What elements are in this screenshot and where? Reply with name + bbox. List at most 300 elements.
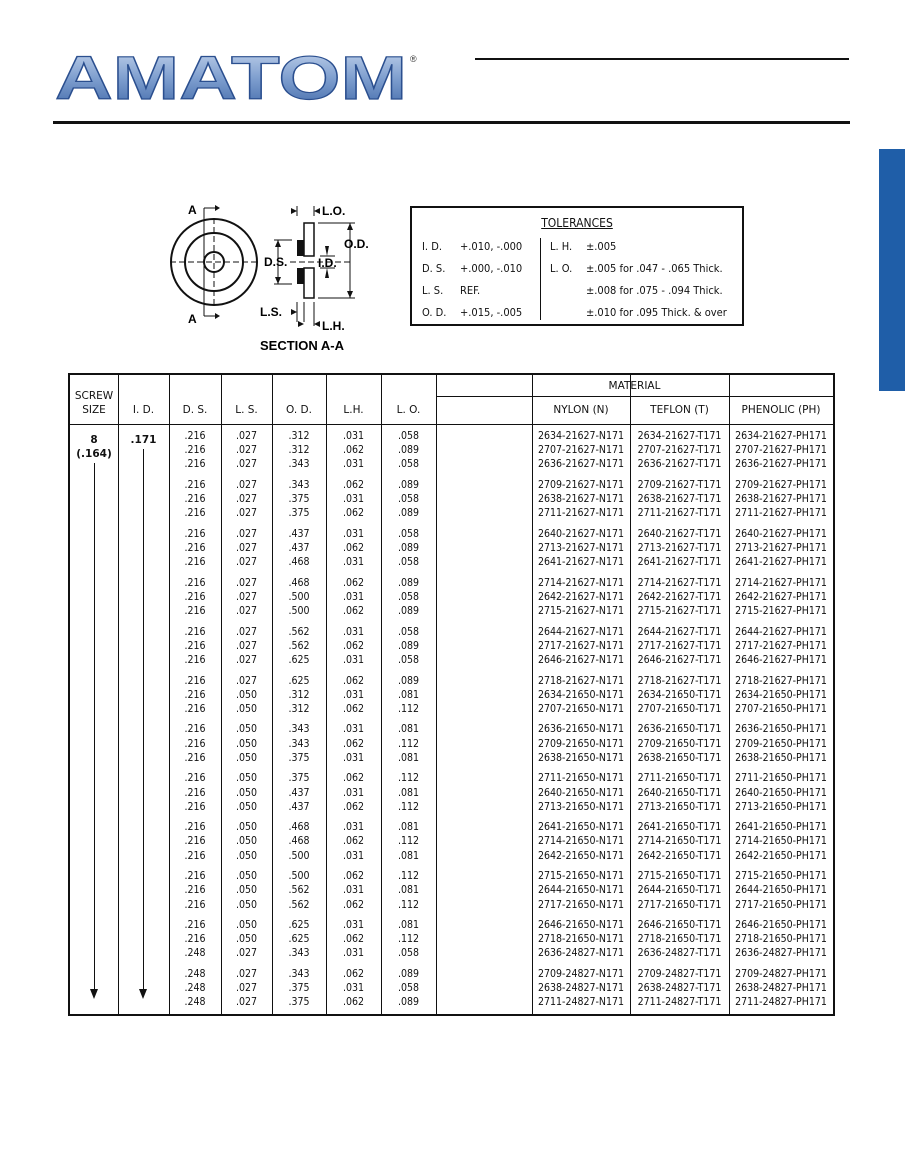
- ls-cell: .050: [235, 898, 258, 911]
- label-a-bottom: A: [188, 312, 197, 326]
- tolerance-key: I. D.: [422, 240, 442, 253]
- table-row: [70, 771, 833, 785]
- lo-cell: .081: [397, 821, 420, 834]
- table-row: [70, 946, 833, 960]
- tolerance-key: L. S.: [422, 284, 444, 297]
- table-row: [70, 898, 833, 912]
- nylon-part-cell: 2707-21627-N171: [538, 444, 624, 457]
- table-row: [70, 737, 833, 751]
- table-row: [70, 506, 833, 520]
- lh-cell: .062: [342, 674, 365, 687]
- lh-cell: .062: [342, 898, 365, 911]
- lh-cell: .062: [342, 605, 365, 618]
- phenolic-part-cell: 2713-21627-PH171: [735, 542, 827, 554]
- od-cell: .562: [288, 639, 310, 652]
- nylon-part-cell: 2707-21650-N171: [538, 702, 624, 715]
- teflon-part-cell: 2713-21627-T171: [637, 542, 722, 554]
- teflon-part-cell: 2642-21627-T171: [637, 590, 722, 603]
- screw-size-alt: (.164): [76, 448, 112, 460]
- registered-mark: ®: [410, 54, 417, 64]
- od-cell: .468: [288, 835, 310, 848]
- table-row: [70, 492, 833, 506]
- ds-cell: .216: [184, 723, 206, 736]
- lo-cell: .112: [397, 933, 420, 946]
- od-cell: .343: [288, 967, 310, 980]
- lo-cell: .089: [397, 542, 420, 554]
- teflon-part-cell: 2714-21650-T171: [637, 835, 722, 848]
- ds-cell: .216: [184, 493, 206, 506]
- od-cell: .437: [288, 786, 310, 799]
- lo-cell: .112: [397, 800, 420, 813]
- od-cell: .562: [288, 884, 310, 897]
- logo-text: AMATOM: [55, 52, 407, 104]
- tolerances-title: TOLERANCES: [541, 216, 613, 230]
- teflon-part-cell: 2713-21650-T171: [637, 800, 722, 813]
- lh-cell: .031: [342, 654, 365, 666]
- phenolic-part-cell: 2714-21627-PH171: [735, 576, 827, 589]
- ds-cell: .216: [184, 702, 206, 715]
- teflon-part-cell: 2711-21627-T171: [637, 507, 722, 520]
- ls-cell: .027: [235, 654, 258, 666]
- ds-cell: .216: [184, 751, 206, 764]
- phenolic-part-cell: 2636-21650-PH171: [735, 723, 827, 736]
- teflon-part-cell: 2641-21627-T171: [637, 556, 722, 569]
- ls-cell: .050: [235, 688, 258, 701]
- lh-cell: .031: [342, 625, 365, 638]
- teflon-part-cell: 2715-21627-T171: [637, 605, 722, 618]
- lh-cell: .031: [342, 849, 365, 862]
- header-id: I. D.: [132, 404, 155, 416]
- lo-cell: .081: [397, 786, 420, 799]
- teflon-part-cell: 2644-21627-T171: [637, 625, 722, 638]
- phenolic-part-cell: 2707-21650-PH171: [735, 702, 827, 715]
- od-cell: .343: [288, 723, 310, 736]
- phenolic-part-cell: 2717-21627-PH171: [735, 639, 827, 652]
- teflon-part-cell: 2711-24827-T171: [637, 996, 722, 1009]
- table-row: [70, 457, 833, 471]
- ls-cell: .050: [235, 772, 258, 785]
- lh-cell: .031: [342, 430, 365, 442]
- ls-cell: .027: [235, 576, 258, 589]
- table-row: [70, 751, 833, 765]
- header-rule: [53, 121, 850, 124]
- nylon-part-cell: 2717-21650-N171: [538, 898, 624, 911]
- tolerance-value: +.000, -.010: [460, 262, 523, 275]
- teflon-part-cell: 2634-21627-T171: [637, 430, 722, 442]
- ds-cell: .216: [184, 688, 206, 701]
- ls-cell: .027: [235, 458, 258, 471]
- tolerance-value: +.010, -.000: [460, 240, 523, 253]
- nylon-part-cell: 2642-21650-N171: [538, 849, 624, 862]
- table-row: [70, 653, 833, 667]
- header-ds: D. S.: [182, 404, 208, 416]
- lo-cell: .112: [397, 870, 420, 883]
- tolerances-box: [410, 206, 744, 326]
- ls-cell: .050: [235, 884, 258, 897]
- lo-cell: .089: [397, 674, 420, 687]
- lh-cell: .062: [342, 478, 365, 491]
- table-row: [70, 527, 833, 541]
- ls-cell: .027: [235, 444, 258, 457]
- teflon-part-cell: 2709-24827-T171: [637, 967, 722, 980]
- od-cell: .468: [288, 821, 310, 834]
- table-row: [70, 995, 833, 1009]
- ds-cell: .216: [184, 542, 206, 554]
- od-cell: .343: [288, 947, 310, 960]
- label-id: I.D.: [318, 256, 337, 270]
- lo-cell: .081: [397, 919, 420, 931]
- ls-cell: .050: [235, 919, 258, 931]
- nylon-part-cell: 2646-21627-N171: [538, 654, 624, 666]
- tolerance-value: +.015, -.005: [460, 306, 523, 319]
- nylon-part-cell: 2714-21627-N171: [538, 576, 624, 589]
- teflon-part-cell: 2638-21650-T171: [637, 751, 722, 764]
- header-lh: L.H.: [343, 404, 364, 416]
- phenolic-part-cell: 2640-21650-PH171: [735, 786, 827, 799]
- ds-cell: .248: [184, 947, 206, 960]
- table-row: [70, 576, 833, 590]
- table-row: [70, 883, 833, 897]
- screw-size: 8: [90, 434, 98, 446]
- ls-cell: .050: [235, 849, 258, 862]
- ls-cell: .027: [235, 639, 258, 652]
- tolerance-value: ±.010 for .095 Thick. & over: [586, 306, 727, 319]
- header-nylon: NYLON (N): [553, 404, 609, 416]
- phenolic-part-cell: 2642-21650-PH171: [735, 849, 827, 862]
- od-cell: .375: [288, 772, 310, 785]
- ls-cell: .027: [235, 947, 258, 960]
- section-label: SECTION A-A: [260, 338, 345, 353]
- ls-cell: .050: [235, 821, 258, 834]
- teflon-part-cell: 2717-21627-T171: [637, 639, 722, 652]
- nylon-part-cell: 2713-21627-N171: [538, 542, 624, 554]
- od-cell: .343: [288, 737, 310, 750]
- nylon-part-cell: 2709-21627-N171: [538, 478, 624, 491]
- teflon-part-cell: 2642-21650-T171: [637, 849, 722, 862]
- nylon-part-cell: 2709-21650-N171: [538, 737, 624, 750]
- table-row: [70, 674, 833, 688]
- table-row: [70, 786, 833, 800]
- header-od: O. D.: [286, 404, 312, 416]
- lo-cell: .058: [397, 430, 420, 442]
- table-row: [70, 688, 833, 702]
- washer-diagram: [160, 190, 390, 360]
- tolerance-value: ±.005 for .047 - .065 Thick.: [586, 262, 723, 275]
- ls-cell: .027: [235, 674, 258, 687]
- ls-cell: .027: [235, 982, 258, 995]
- teflon-part-cell: 2707-21650-T171: [637, 702, 722, 715]
- nylon-part-cell: 2713-21650-N171: [538, 800, 624, 813]
- nylon-part-cell: 2640-21650-N171: [538, 786, 624, 799]
- side-tab: [879, 149, 905, 391]
- table-row: [70, 443, 833, 457]
- table-row: [70, 722, 833, 736]
- lh-cell: .031: [342, 527, 365, 540]
- lh-cell: .031: [342, 821, 365, 834]
- lh-cell: .031: [342, 884, 365, 897]
- table-row: [70, 625, 833, 639]
- lo-cell: .112: [397, 702, 420, 715]
- od-cell: .437: [288, 527, 310, 540]
- ds-cell: .216: [184, 444, 206, 457]
- phenolic-part-cell: 2715-21650-PH171: [735, 870, 827, 883]
- ls-cell: .027: [235, 967, 258, 980]
- od-cell: .500: [288, 849, 310, 862]
- od-cell: .500: [288, 590, 310, 603]
- lh-cell: .062: [342, 835, 365, 848]
- lh-cell: .062: [342, 870, 365, 883]
- ds-cell: .216: [184, 786, 206, 799]
- nylon-part-cell: 2718-21627-N171: [538, 674, 624, 687]
- lh-cell: .062: [342, 933, 365, 946]
- teflon-part-cell: 2636-24827-T171: [637, 947, 722, 960]
- phenolic-part-cell: 2641-21650-PH171: [735, 821, 827, 834]
- label-lo: L.O.: [322, 204, 346, 218]
- lo-cell: .058: [397, 625, 420, 638]
- ds-cell: .216: [184, 507, 206, 520]
- ds-cell: .216: [184, 933, 206, 946]
- ds-cell: .216: [184, 884, 206, 897]
- ls-cell: .050: [235, 723, 258, 736]
- od-cell: .375: [288, 982, 310, 995]
- ds-cell: .216: [184, 430, 206, 442]
- table-row: [70, 869, 833, 883]
- label-ds: D.S.: [264, 255, 288, 269]
- nylon-part-cell: 2634-21627-N171: [538, 430, 624, 442]
- lh-cell: .031: [342, 751, 365, 764]
- table-row: [70, 429, 833, 443]
- od-cell: .375: [288, 507, 310, 520]
- phenolic-part-cell: 2711-24827-PH171: [735, 996, 827, 1009]
- od-cell: .343: [288, 458, 310, 471]
- nylon-part-cell: 2638-21650-N171: [538, 751, 624, 764]
- nylon-part-cell: 2717-21627-N171: [538, 639, 624, 652]
- label-od: O.D.: [344, 237, 369, 251]
- table-row: [70, 981, 833, 995]
- lo-cell: .081: [397, 688, 420, 701]
- phenolic-part-cell: 2709-24827-PH171: [735, 967, 827, 980]
- label-lh: L.H.: [322, 319, 345, 333]
- lo-cell: .058: [397, 590, 420, 603]
- nylon-part-cell: 2711-21627-N171: [538, 507, 624, 520]
- od-cell: .375: [288, 996, 310, 1009]
- phenolic-part-cell: 2713-21650-PH171: [735, 800, 827, 813]
- ds-cell: .248: [184, 996, 206, 1009]
- tolerances-divider: [540, 238, 541, 320]
- ds-cell: .216: [184, 737, 206, 750]
- ds-cell: .216: [184, 835, 206, 848]
- ds-cell: .216: [184, 849, 206, 862]
- teflon-part-cell: 2646-21627-T171: [637, 654, 722, 666]
- ds-cell: .216: [184, 772, 206, 785]
- nylon-part-cell: 2641-21650-N171: [538, 821, 624, 834]
- phenolic-part-cell: 2709-21650-PH171: [735, 737, 827, 750]
- lo-cell: .089: [397, 605, 420, 618]
- lo-cell: .081: [397, 884, 420, 897]
- teflon-part-cell: 2636-21627-T171: [637, 458, 722, 471]
- table-row: [70, 820, 833, 834]
- tolerance-key: L. O.: [550, 262, 573, 275]
- header-screw: SCREW: [74, 390, 114, 402]
- ls-cell: .050: [235, 702, 258, 715]
- phenolic-part-cell: 2638-21627-PH171: [735, 493, 827, 506]
- ds-cell: .216: [184, 800, 206, 813]
- phenolic-part-cell: 2718-21650-PH171: [735, 933, 827, 946]
- lo-cell: .089: [397, 478, 420, 491]
- ds-cell: .216: [184, 870, 206, 883]
- teflon-part-cell: 2718-21627-T171: [637, 674, 722, 687]
- phenolic-part-cell: 2638-21650-PH171: [735, 751, 827, 764]
- phenolic-part-cell: 2634-21650-PH171: [735, 688, 827, 701]
- ds-cell: .216: [184, 556, 206, 569]
- lo-cell: .058: [397, 556, 420, 569]
- tolerance-value: ±.005: [586, 240, 617, 253]
- lh-cell: .062: [342, 967, 365, 980]
- lo-cell: .058: [397, 458, 420, 471]
- ds-cell: .216: [184, 625, 206, 638]
- lo-cell: .058: [397, 982, 420, 995]
- teflon-part-cell: 2638-24827-T171: [637, 982, 722, 995]
- table-row: [70, 834, 833, 848]
- phenolic-part-cell: 2711-21650-PH171: [735, 772, 827, 785]
- lh-cell: .062: [342, 702, 365, 715]
- teflon-part-cell: 2641-21650-T171: [637, 821, 722, 834]
- ds-cell: .216: [184, 674, 206, 687]
- lh-cell: .031: [342, 688, 365, 701]
- ls-cell: .027: [235, 527, 258, 540]
- table-row: [70, 478, 833, 492]
- ds-cell: .248: [184, 982, 206, 995]
- table-row: [70, 590, 833, 604]
- teflon-part-cell: 2640-21650-T171: [637, 786, 722, 799]
- teflon-part-cell: 2644-21650-T171: [637, 884, 722, 897]
- tolerance-key: D. S.: [422, 262, 446, 275]
- ls-cell: .027: [235, 430, 258, 442]
- ls-cell: .027: [235, 590, 258, 603]
- phenolic-part-cell: 2646-21650-PH171: [735, 919, 827, 931]
- lo-cell: .089: [397, 967, 420, 980]
- od-cell: .312: [288, 702, 310, 715]
- od-cell: .437: [288, 800, 310, 813]
- lh-cell: .062: [342, 576, 365, 589]
- ds-cell: .216: [184, 576, 206, 589]
- teflon-part-cell: 2709-21627-T171: [637, 478, 722, 491]
- od-cell: .312: [288, 444, 310, 457]
- ds-cell: .216: [184, 919, 206, 931]
- lo-cell: .089: [397, 576, 420, 589]
- nylon-part-cell: 2709-24827-N171: [538, 967, 624, 980]
- od-cell: .468: [288, 556, 310, 569]
- ls-cell: .027: [235, 996, 258, 1009]
- nylon-part-cell: 2715-21650-N171: [538, 870, 624, 883]
- phenolic-part-cell: 2644-21650-PH171: [735, 884, 827, 897]
- teflon-part-cell: 2634-21650-T171: [637, 688, 722, 701]
- label-ls: L.S.: [260, 305, 283, 319]
- lh-cell: .062: [342, 737, 365, 750]
- parts-table: [68, 373, 835, 1016]
- ls-cell: .027: [235, 507, 258, 520]
- ds-cell: .216: [184, 478, 206, 491]
- od-cell: .500: [288, 870, 310, 883]
- od-cell: .312: [288, 430, 310, 442]
- nylon-part-cell: 2641-21627-N171: [538, 556, 624, 569]
- od-cell: .343: [288, 478, 310, 491]
- teflon-part-cell: 2709-21650-T171: [637, 737, 722, 750]
- nylon-part-cell: 2636-21650-N171: [538, 723, 624, 736]
- od-cell: .625: [288, 919, 310, 931]
- lh-cell: .062: [342, 772, 365, 785]
- lo-cell: .112: [397, 835, 420, 848]
- od-cell: .625: [288, 674, 310, 687]
- lo-cell: .112: [397, 898, 420, 911]
- phenolic-part-cell: 2646-21627-PH171: [735, 654, 827, 666]
- teflon-part-cell: 2646-21650-T171: [637, 919, 722, 931]
- ls-cell: .027: [235, 605, 258, 618]
- table-row: [70, 702, 833, 716]
- lo-cell: .081: [397, 849, 420, 862]
- od-cell: .437: [288, 542, 310, 554]
- lo-cell: .081: [397, 751, 420, 764]
- phenolic-part-cell: 2641-21627-PH171: [735, 556, 827, 569]
- table-row: [70, 849, 833, 863]
- table-row: [70, 967, 833, 981]
- table-row: [70, 541, 833, 555]
- phenolic-part-cell: 2640-21627-PH171: [735, 527, 827, 540]
- phenolic-part-cell: 2636-21627-PH171: [735, 458, 827, 471]
- header-ls: L. S.: [235, 404, 258, 416]
- table-row: [70, 604, 833, 618]
- header-lo: L. O.: [396, 404, 421, 416]
- lh-cell: .062: [342, 996, 365, 1009]
- phenolic-part-cell: 2634-21627-PH171: [735, 430, 827, 442]
- ds-cell: .216: [184, 639, 206, 652]
- nylon-part-cell: 2711-21650-N171: [538, 772, 624, 785]
- phenolic-part-cell: 2709-21627-PH171: [735, 478, 827, 491]
- nylon-part-cell: 2638-24827-N171: [538, 982, 624, 995]
- ds-cell: .216: [184, 821, 206, 834]
- nylon-part-cell: 2638-21627-N171: [538, 493, 624, 506]
- od-cell: .375: [288, 751, 310, 764]
- lh-cell: .031: [342, 590, 365, 603]
- lh-cell: .031: [342, 556, 365, 569]
- phenolic-part-cell: 2636-24827-PH171: [735, 947, 827, 960]
- ls-cell: .050: [235, 933, 258, 946]
- teflon-part-cell: 2711-21650-T171: [637, 772, 722, 785]
- ds-cell: .248: [184, 967, 206, 980]
- lh-cell: .031: [342, 493, 365, 506]
- lo-cell: .058: [397, 947, 420, 960]
- ls-cell: .027: [235, 493, 258, 506]
- lo-cell: .089: [397, 507, 420, 520]
- tolerance-value: REF.: [460, 284, 481, 297]
- lh-cell: .031: [342, 458, 365, 471]
- phenolic-part-cell: 2711-21627-PH171: [735, 507, 827, 520]
- lo-cell: .058: [397, 527, 420, 540]
- header-teflon: TEFLON (T): [650, 404, 709, 416]
- lh-cell: .062: [342, 507, 365, 520]
- id-value: .171: [130, 434, 157, 446]
- tolerance-key: L. H.: [550, 240, 573, 253]
- phenolic-part-cell: 2644-21627-PH171: [735, 625, 827, 638]
- ds-cell: .216: [184, 654, 206, 666]
- phenolic-part-cell: 2715-21627-PH171: [735, 605, 827, 618]
- ls-cell: .027: [235, 556, 258, 569]
- lo-cell: .089: [397, 639, 420, 652]
- nylon-part-cell: 2714-21650-N171: [538, 835, 624, 848]
- teflon-part-cell: 2640-21627-T171: [637, 527, 722, 540]
- lh-cell: .062: [342, 800, 365, 813]
- ls-cell: .050: [235, 751, 258, 764]
